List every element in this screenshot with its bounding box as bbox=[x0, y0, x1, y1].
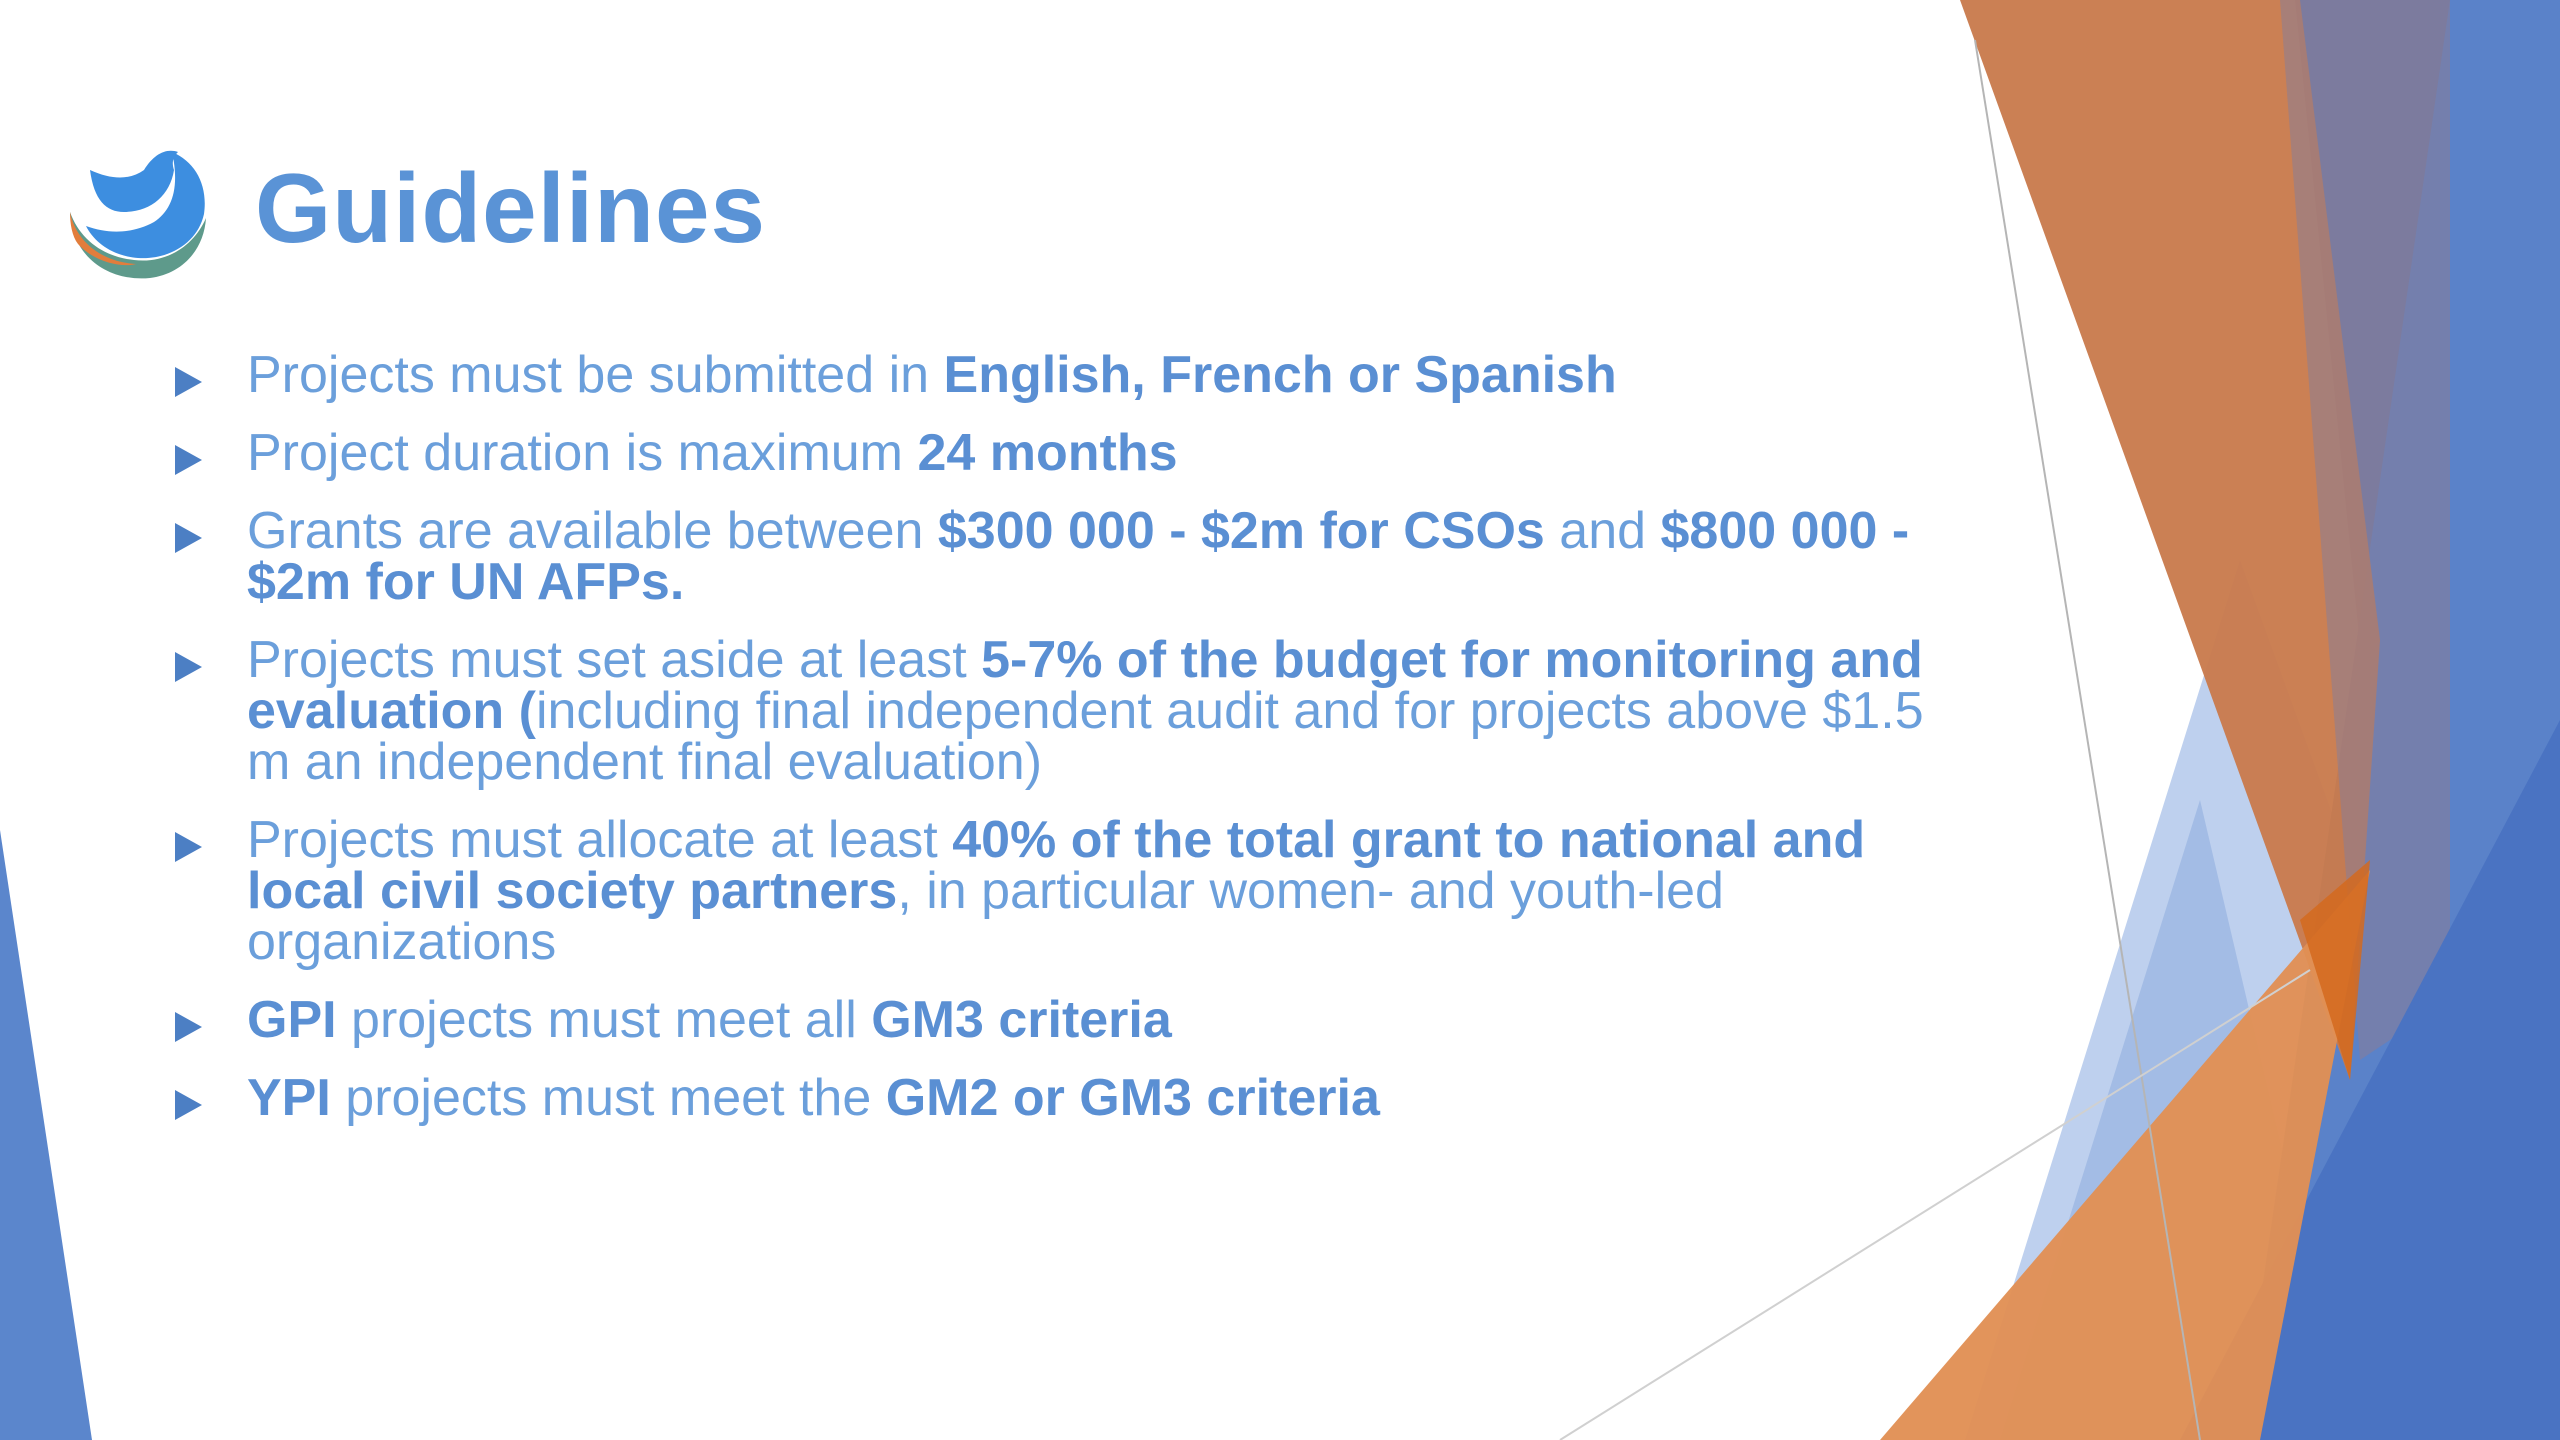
bullet-ypi-criteria bbox=[175, 1069, 1935, 1127]
bullet-emphasis: GPI bbox=[247, 991, 337, 1049]
bullet-text: Projects must set aside at least bbox=[247, 631, 982, 689]
bullet-text: projects must meet all bbox=[336, 991, 872, 1049]
bullet-emphasis: $300 000 - $2m for CSOs bbox=[937, 502, 1545, 560]
bullet-arrow-icon bbox=[175, 367, 202, 397]
bullet-emphasis: English, French or Spanish bbox=[943, 346, 1617, 404]
slide-title: Guidelines bbox=[255, 153, 767, 263]
bullet-emphasis: 40% of the total grant to national and local civil society partners bbox=[247, 811, 1866, 920]
bullet-arrow-icon bbox=[175, 523, 202, 553]
bullet-text: and bbox=[1544, 502, 1661, 560]
bullet-emphasis: GM3 criteria bbox=[871, 991, 1172, 1049]
bullet-grants bbox=[175, 502, 1935, 611]
bullet-text: , in particular women- and youth-led organizations bbox=[247, 862, 1724, 971]
bullet-civil-society-allocation bbox=[175, 811, 1935, 971]
left-blue-shape bbox=[0, 830, 92, 1440]
bullet-emphasis: YPI bbox=[247, 1069, 331, 1127]
bullet-arrow-icon bbox=[175, 652, 202, 682]
bullet-monitoring-budget bbox=[175, 631, 1935, 791]
bullet-emphasis: 24 months bbox=[917, 424, 1178, 482]
bullet-emphasis: 5-7% of the budget for monitoring and evaluation ( bbox=[247, 631, 1923, 740]
bullet-arrow-icon bbox=[175, 445, 202, 475]
bullet-languages bbox=[175, 346, 1935, 404]
dove-logo-icon bbox=[62, 140, 212, 290]
bullet-list bbox=[175, 346, 1935, 1151]
bullet-text: including final independent audit and for projects above $1.5 m an independent final evaluation) bbox=[247, 682, 1924, 791]
bullet-arrow-icon bbox=[175, 1090, 202, 1120]
bullet-text: Project duration is maximum bbox=[247, 424, 918, 482]
bullet-gpi-criteria bbox=[175, 991, 1935, 1049]
bullet-duration bbox=[175, 424, 1935, 482]
bullet-text: projects must meet the bbox=[330, 1069, 886, 1127]
bullet-emphasis: $800 000 - $2m for UN AFPs. bbox=[247, 502, 1910, 611]
bullet-text: Projects must be submitted in bbox=[247, 346, 944, 404]
bullet-text: Grants are available between bbox=[247, 502, 938, 560]
bullet-emphasis: GM2 or GM3 criteria bbox=[885, 1069, 1380, 1127]
bullet-arrow-icon bbox=[175, 832, 202, 862]
bullet-arrow-icon bbox=[175, 1012, 202, 1042]
bullet-text: Projects must allocate at least bbox=[247, 811, 953, 869]
